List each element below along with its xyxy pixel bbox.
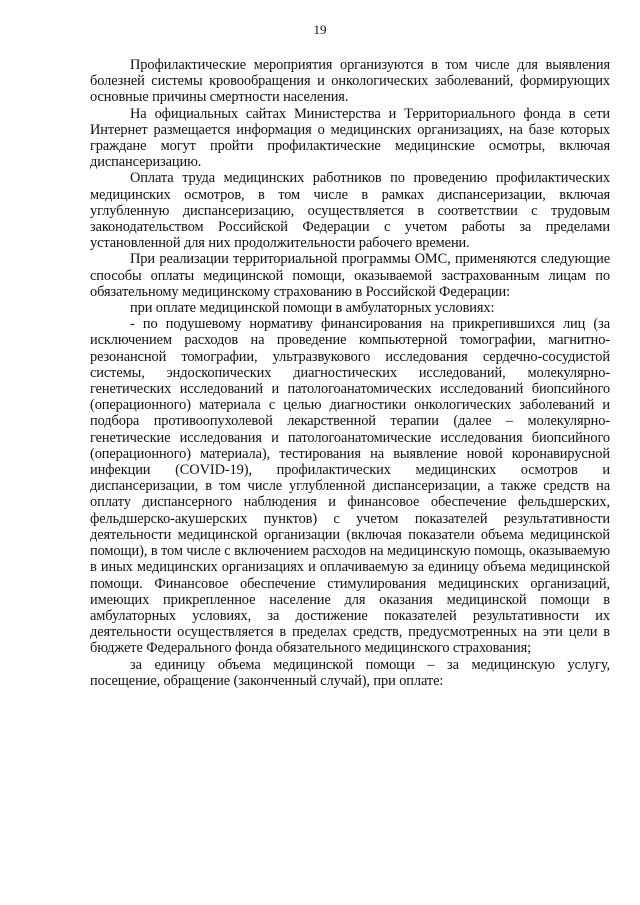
paragraph-per-capita-standard: - по подушевому нормативу финансирования на прикрепившихся лиц (за исключением расходов на проведение компьютерной томографии, магнитно-резонансной томографии, ультразвукового исследования сердечно-сосудистой системы, эндоскопических диагностических исследований, молекулярно-генетических исследований и патологоанатомических исследований биопсийного (операционного) материала с целью диагностики онкологических заболеваний и подбора противоопухолевой лекарственной терапии (далее – молекулярно-генетические исследования и патологоанатомические исследования биопсийного (операционного) материала), тестирования на выявление новой коронавирусной инфекции (COVID-19), профилактических медицинских осмотров и диспансеризации, в том числе углубленной диспансеризации, а также средств на оплату диспансерного наблюдения и финансовое обеспечение фельдшерских, фельдшерско-акушерских пунктов) с учетом показателей результативности деятельности медицинской организации (включая показатели объема медицинской помощи), в том числе с включением расходов на медицинскую помощь, оказываемую в иных медицинских организациях и оплачиваемую за единицу объема медицинской помощи. Финансовое обеспечение стимулирования медицинских организаций, имеющих прикрепленное население для оказания медицинской помощи в амбулаторных условиях, за достижение показателей результативности их деятельности осуществляется в пределах средств, предусмотренных на эти цели в бюджете Федерального фонда обязательного медицинского страхования; bbox=[90, 316, 610, 657]
paragraph-official-websites: На официальных сайтах Министерства и Территориального фонда в сети Интернет размещается информация о медицинских организациях, на базе которых граждане могут пройти профилактические медицинские осмотры, включая диспансеризацию. bbox=[90, 105, 610, 171]
paragraph-outpatient-heading: при оплате медицинской помощи в амбулаторных условиях: bbox=[130, 300, 495, 317]
paragraph-labor-payment: Оплата труда медицинских работников по проведению профилактических медицинских осмотров, в том числе в рамках диспансеризации, включая углубленную диспансеризацию, осуществляется в соответствии с трудовым законодательством Российской Федерации с учетом работы за пределами установленной для них продолжительности рабочего времени. bbox=[90, 170, 610, 252]
page-number: 19 bbox=[313, 22, 327, 37]
paragraph-per-unit-volume: за единицу объема медицинской помощи – за медицинскую услугу, посещение, обращение (законченный случай), при оплате: bbox=[90, 656, 610, 689]
paragraph-payment-methods: При реализации территориальной программы ОМС, применяются следующие способы оплаты медицинской помощи, оказываемой застрахованным лицам по обязательному медицинскому страхованию в Российской Федерации: bbox=[90, 251, 610, 300]
paragraph-preventive-measures: Профилактические мероприятия организуются в том числе для выявления болезней системы кровообращения и онкологических заболеваний, формирующих основные причины смертности населения. bbox=[90, 57, 610, 106]
document-body bbox=[90, 57, 610, 689]
